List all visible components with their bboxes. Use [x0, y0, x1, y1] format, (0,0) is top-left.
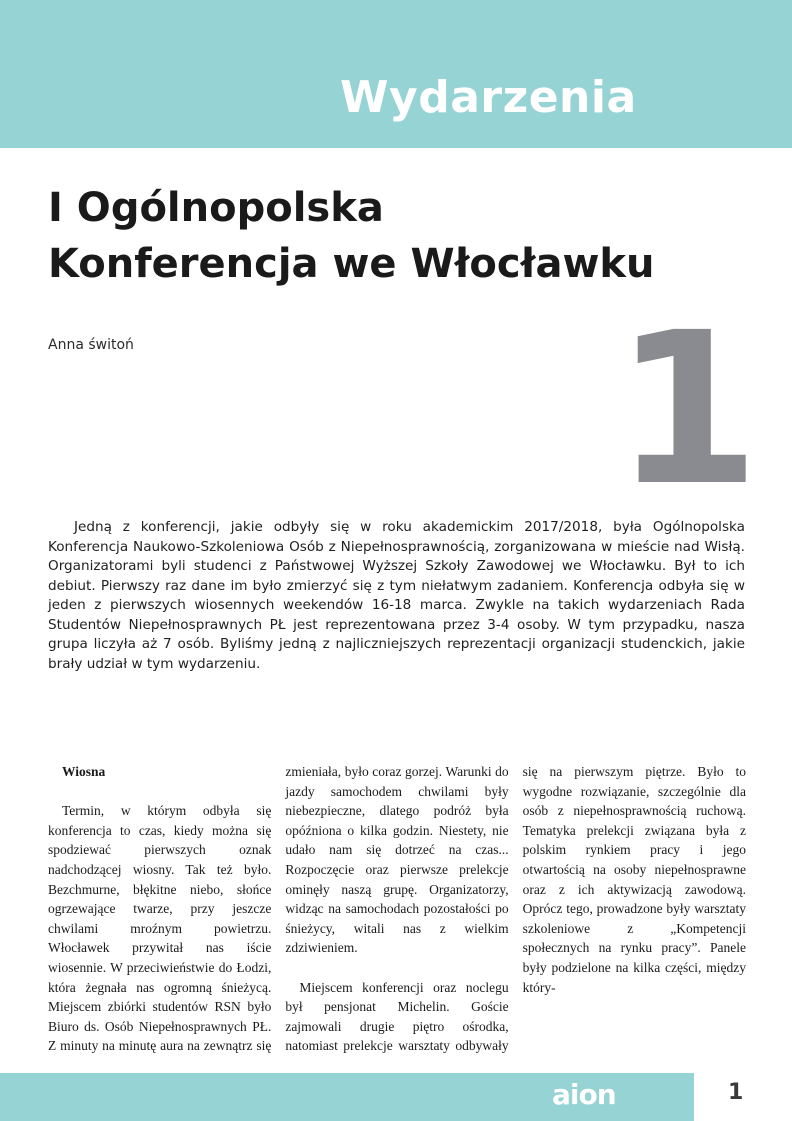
- article-title-line-1: I Ogólnopolska: [48, 185, 384, 231]
- subheading: Wiosna: [62, 764, 106, 779]
- section-title: Wydarzenia: [340, 72, 637, 123]
- aion-logo: aion: [552, 1078, 616, 1111]
- article-title-line-2: Konferencja we Włocławku: [48, 241, 655, 287]
- body-columns: [48, 762, 746, 1060]
- body-paragraph-2: Miejscem konferencji oraz noclegu był pensjonat Michelin. Goście zajmowali drugie piętro ośrodka, natomiast prelekcje warsztaty odbywały się na pierwszym piętrze. Było to wygodne rozwiązanie, szczególnie dla osób z niepełnosprawnością ruchową. Tematyka prelekcji związana była z polskim rynkiem pracy i jego otwartością na osoby niepełnosprawne oraz z ich aktywizacją zawodową. Oprócz tego, prowadzone były warsztaty szkoleniowe z „Kompetencji społecznych na rynku pracy”. Panele były podzielone na kilka części, między który-: [285, 764, 746, 1054]
- body-paragraph-1: Termin, w którym odbyła się konferencja to czas, kiedy można się spodziewać pierwszych oznak nadchodzącej wiosny. Tak też było. Bezchmurne, błękitne niebo, słońce ogrzewające twarze, przy jeszcze chwilami mroźnym powietrzu. Włocławek przywitał nas iście wiosennie. W przeciwieństwie do Łodzi, która żegnała nas ogromną śnieżycą. Miejscem zbiórki studentów RSN było Biuro ds. Osób Niepełnosprawnych PŁ. Z minuty na minutę aura na zewnątrz się zmieniała, było coraz gorzej. Warunki do jazdy samochodem chwilami były niebezpieczne, dlatego podróż była opóźniona o kilka godzin. Niestety, nie udało nam się dotrzeć na czas... Rozpoczęcie oraz pierwsze prelekcje ominęły naszą grupę. Organizatorzy, widząc na samochodach pozostałości po śnieżycy, witali nas z wielkim zdziwieniem.: [48, 764, 509, 1054]
- page-number: 1: [728, 1080, 744, 1105]
- part-number: 1: [614, 287, 761, 532]
- author-name: Anna świtoń: [48, 337, 134, 353]
- article-title: [48, 180, 768, 292]
- lead-paragraph: Jedną z konferencji, jakie odbyły się w roku akademickim 2017/2018, była Ogólnopolska Konferencja Naukowo-Szkoleniowa Osób z Niepełnosprawnością, zorganizowana w mieście nad Wisłą. Organizatorami byli studenci z Państwowej Wyższej Szkoły Zawodowej we Włocławku. Był to ich debiut. Pierwszy raz dane im było zmierzyć się z tym niełatwym zadaniem. Konferencja odbyła się w jeden z pierwszych wiosennych weekendów 16-18 marca. Zwykle na takich wydarzeniach Rada Studentów Niepełnosprawnych PŁ jest reprezentowana przez 3-4 osoby. W tym przypadku, nasza grupa liczyła aż 7 osób. Byliśmy jedną z najliczniejszych reprezentacji organizacji studenckich, jakie brały udział w tym wydarzeniu.: [48, 519, 745, 672]
